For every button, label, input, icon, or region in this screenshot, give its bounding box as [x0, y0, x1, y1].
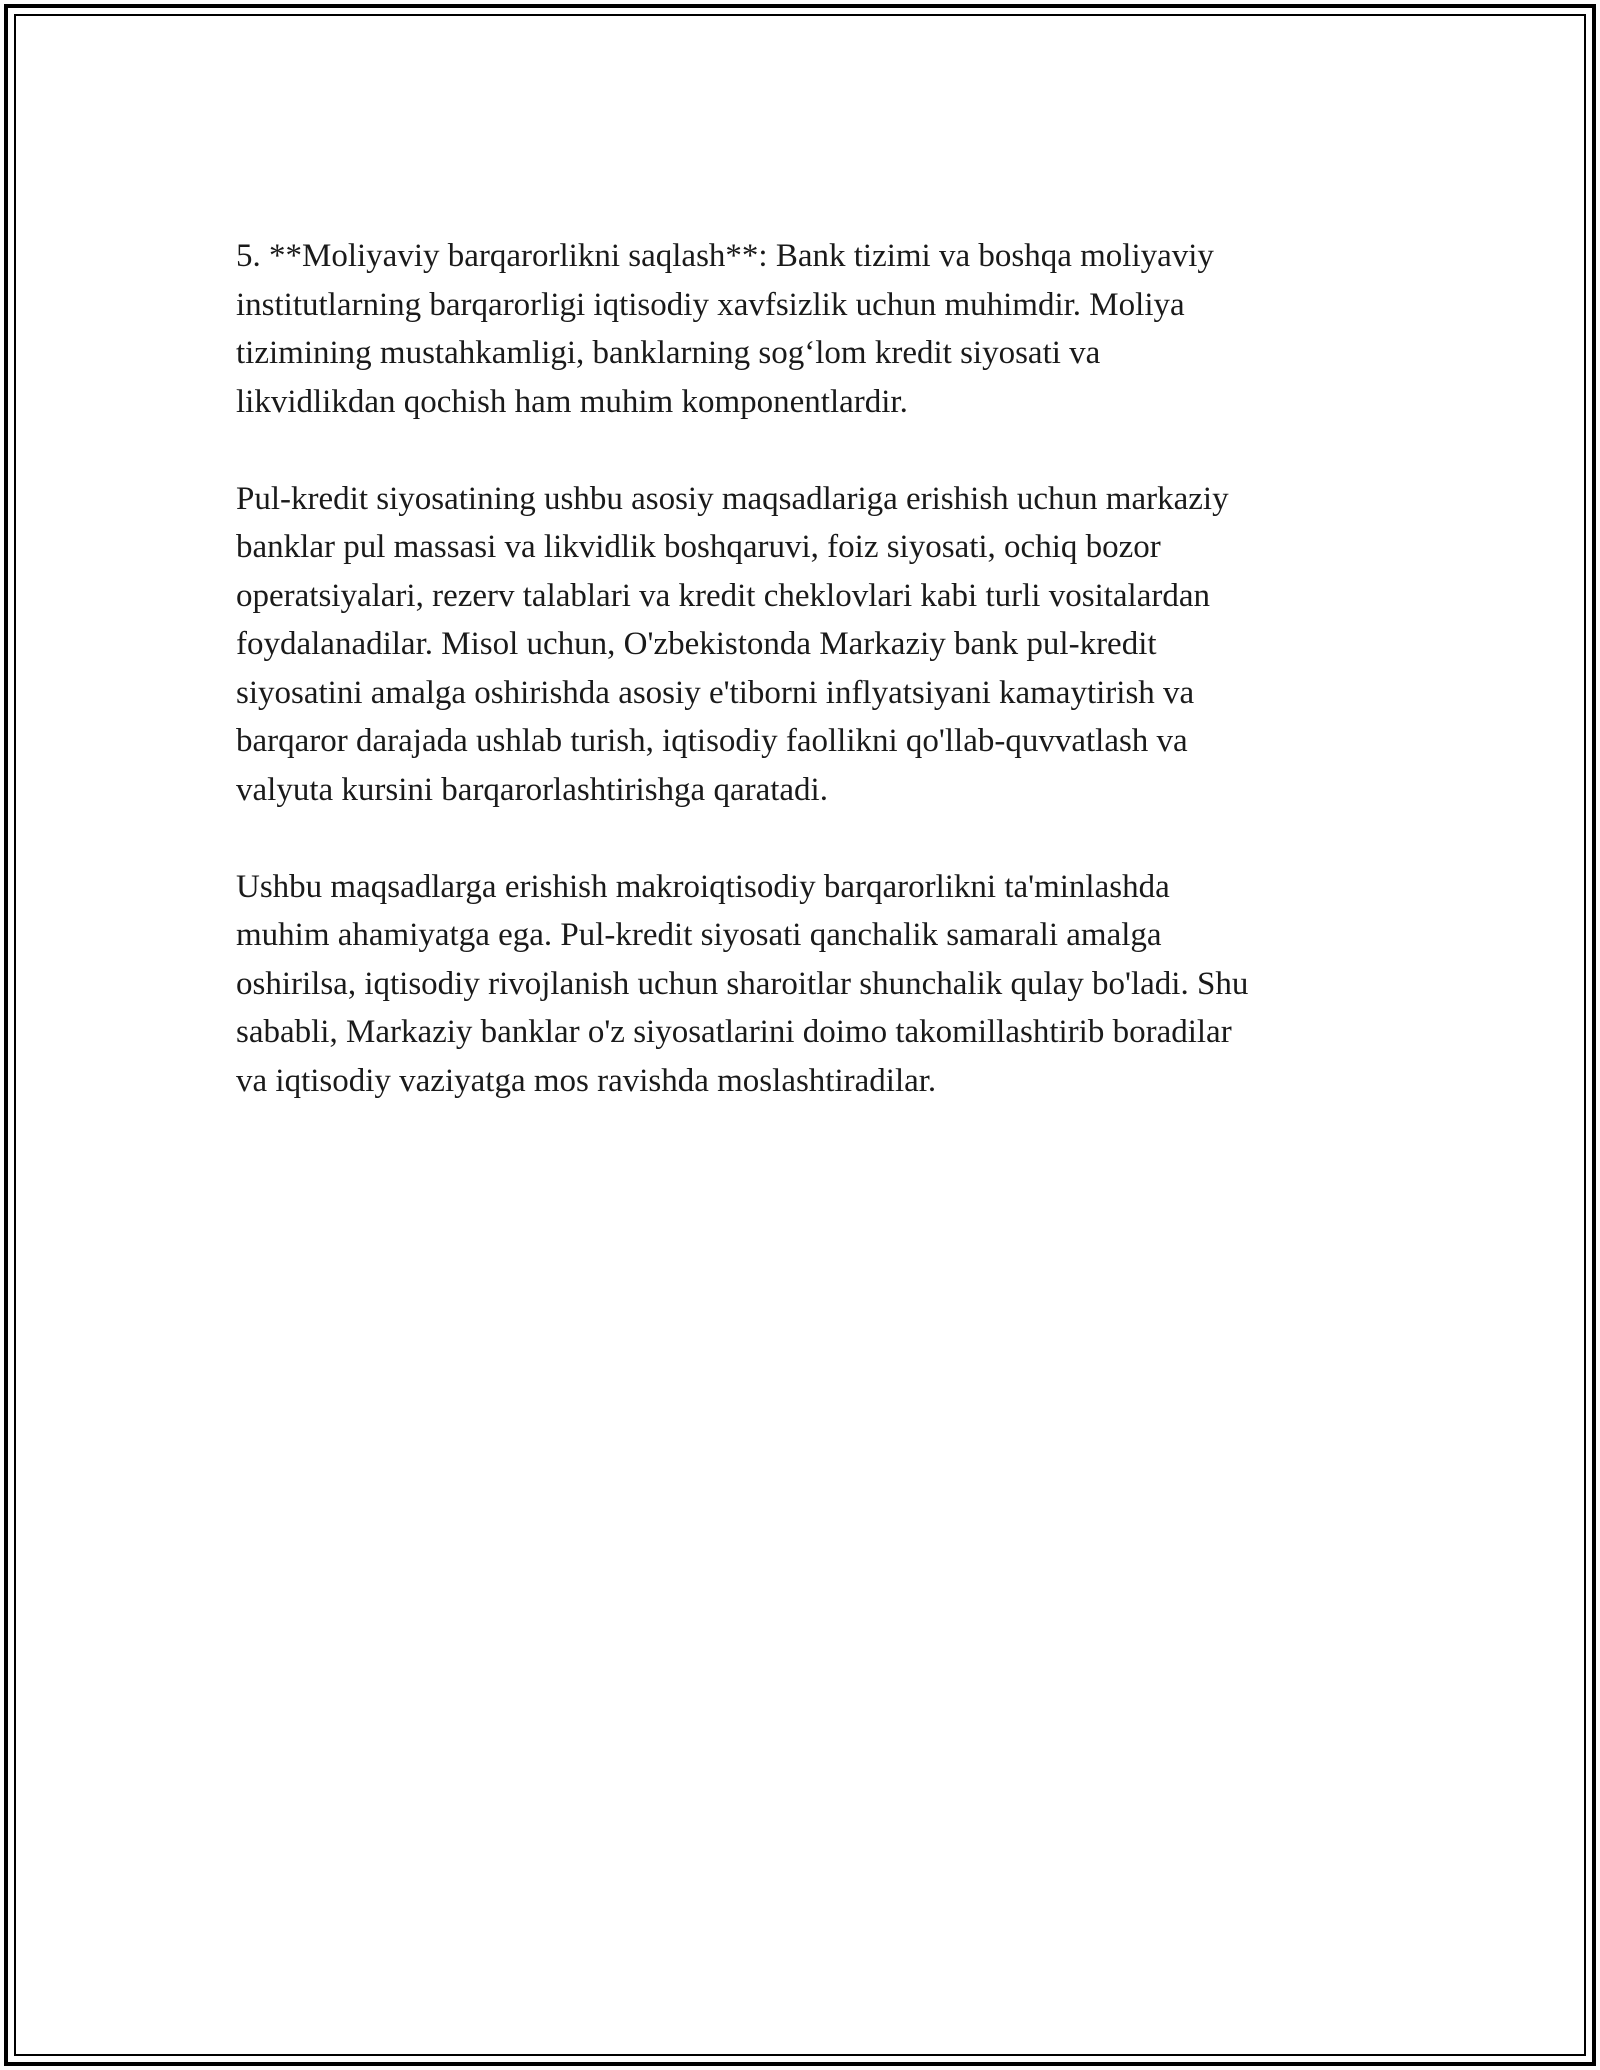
document-body — [236, 232, 1376, 1154]
paragraph-monetary-policy-tools: Pul-kredit siyosatining ushbu asosiy maqsadlariga erishish uchun markaziy banklar pul massasi va likvidlik boshqaruvi, foiz siyosati, ochiq bozor operatsiyalari, rezerv talablari va kredit cheklovlari kabi turli vositalardan foydalanadilar. Misol uchun, O'zbekistonda Markaziy bank pul-kredit siyosatini amalga oshirishda asosiy e'tiborni inflyatsiyani kamaytirish va barqaror darajada ushlab turish, iqtisodiy faollikni qo'llab-quvvatlash va valyuta kursini barqarorlashtirishga qaratadi. — [236, 480, 1229, 808]
paragraph-financial-stability: 5. **Moliyaviy barqarorlikni saqlash**: Bank tizimi va boshqa moliyaviy institutlarning barqarorligi iqtisodiy xavfsizlik uchun muhimdir. Moliya tizimining mustahkamligi, banklarning sog‘lom kredit siyosati va likvidlikdan qochish ham muhim komponentlardir. — [236, 238, 1214, 420]
paragraph-macroeconomic-stability: Ushbu maqsadlarga erishish makroiqtisodiy barqarorlikni ta'minlashda muhim ahamiyatga ega. Pul-kredit siyosati qanchalik samarali amalga oshirilsa, iqtisodiy rivojlanish uchun sharoitlar shunchalik qulay bo'ladi. Shu sababli, Markaziy banklar o'z siyosatlarini doimo takomillashtirib boradilar va iqtisodiy vaziyatga mos ravishda moslashtiradilar. — [236, 868, 1249, 1099]
